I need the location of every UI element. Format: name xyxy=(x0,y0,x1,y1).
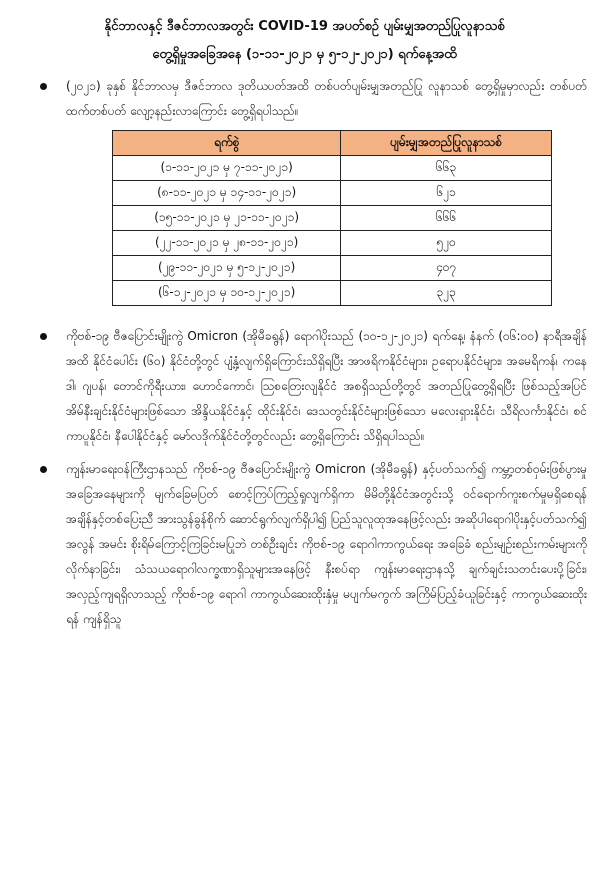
cell-count: ၆၆၆ xyxy=(341,206,552,231)
bullet-paragraph-1 xyxy=(22,74,587,124)
table-header-row xyxy=(113,131,552,156)
table-row xyxy=(113,256,552,281)
table-row xyxy=(113,181,552,206)
document-title-line-2: တွေ့ရှိမှုအခြေအနေ (၁-၁၁-၂၀၂၁ မှ ၅-၁၂-၂၀၂၁) ရက်နေ့အထိ xyxy=(152,47,457,62)
table-row xyxy=(113,281,552,306)
cell-date: (၂၉-၁၁-၂၀၂၁ မှ ၅-၁၂-၂၀၂၁) xyxy=(113,256,341,281)
cell-date: (၈-၁၁-၂၀၂၁ မှ ၁၄-၁၁-၂၀၂၁) xyxy=(113,181,341,206)
cell-date: (၂၂-၁၁-၂၀၂၁ မှ ၂၈-၁၁-၂၀၂၁) xyxy=(113,231,341,256)
bullet-dot-icon xyxy=(40,83,47,90)
cell-date: (၆-၁၂-၂၀၂၁ မှ ၁၀-၁၂-၂၀၂၁) xyxy=(113,281,341,306)
bullet-text-3: ကျန်းမာရေးဝန်ကြီးဌာနသည် ကိုဗစ်-၁၉ ဗီဇပြောင်းမျိုးကွဲ Omicron (အိုမီခရွန်) နှင့်ပတ်သက်၍ ကမ္ဘာ့တစ်ဝှမ်းဖြစ်ပွားမှု အခြေအနေများကို မျက်ခြေမပြတ် စောင့်ကြပ်ကြည့်ရှုလျက်ရှိကာ မိမိတို့နိုင်ငံအတွင်းသို့ ဝင်ရောက်ကူးစက်မှုမရှိစေရန် အချိန်နှင့်တစ်ပြေးညီ အားသွန်ခွန်စိုက် ဆောင်ရွက်လျက်ရှိပါ၍ ပြည်သူလူထုအနေဖြင့်လည်း အဆိုပါရောဂါပိုးနှင့်ပတ်သက်၍ အလွန် အမင်း စိုးရိမ်ကြောင့်ကြခြင်းမပြုဘဲ တစ်ဦးချင်း ကိုဗစ်-၁၉ ရောဂါကာကွယ်ရေး အခြေခံ စည်းမျဉ်းစည်းကမ်းများကို လိုက်နာခြင်း၊ သံသယရောဂါလက္ခဏာရှိသူများအနေဖြင့် နီးစပ်ရာ ကျန်းမာရေးဌာနသို့ ချက်ချင်းသတင်းပေးပို့ခြင်း၊ အလှည့်ကျရရှိလာသည့် ကိုဗစ်-၁၉ ရောဂါ ကာကွယ်ဆေးထိုးနှံမှု မပျက်မကွက် အကြိမ်ပြည့်ခံယူခြင်းနှင့် ကာကွယ်ဆေးထိုးရန် ကျန်ရှိသူ xyxy=(66,462,587,626)
table-row xyxy=(113,231,552,256)
bullet-dot-icon xyxy=(40,333,47,340)
weekly-cases-table xyxy=(112,130,552,306)
document-title-line-1: နိုင်ဘာလနှင့် ဒီဇင်ဘာလအတွင်း COVID-19 အပတ်စဉ် ပျမ်းမျှအတည်ပြုလူနာသစ် xyxy=(104,19,505,34)
bullet-dot-icon xyxy=(40,466,47,473)
bullet-paragraph-2 xyxy=(22,324,587,449)
header-average-cases: ပျမ်းမျှအတည်ပြုလူနာသစ် xyxy=(341,131,552,156)
bullet-text-1: (၂၀၂၁) ခုနှစ် နိုင်ဘာလမှ ဒီဇင်ဘာလ ဒုတိယပတ်အထိ တစ်ပတ်ပျမ်းမျှအတည်ပြု လူနာသစ် တွေ့ရှိမှုမှာလည်း တစ်ပတ်ထက်တစ်ပတ် လျော့နည်းလာကြောင်း တွေ့ရှိရပါသည်။ xyxy=(66,79,587,118)
bullet-paragraph-3 xyxy=(22,457,587,632)
cell-count: ၃၂၃ xyxy=(341,281,552,306)
cell-count: ၆၂၁ xyxy=(341,181,552,206)
cell-count: ၅၂၀ xyxy=(341,231,552,256)
table-row xyxy=(113,206,552,231)
header-date: ရက်စွဲ xyxy=(113,131,341,156)
cell-count: ၄၀၇ xyxy=(341,256,552,281)
cell-count: ၆၆၃ xyxy=(341,156,552,181)
cell-date: (၁-၁၁-၂၀၂၁ မှ ၇-၁၁-၂၀၂၁) xyxy=(113,156,341,181)
cell-date: (၁၅-၁၁-၂၀၂၁ မှ ၂၁-၁၁-၂၀၂၁) xyxy=(113,206,341,231)
table-row xyxy=(113,156,552,181)
bullet-text-2: ကိုဗစ်-၁၉ ဗီဇပြောင်းမျိုးကွဲ Omicron (အိုမီခရွန်) ရောဂါပိုးသည် (၁၀-၁၂-၂၀၂၁) ရက်နေ့၊ နံနက် (၀၆:၀၀) နာရီအချိန်အထိ နိုင်ငံပေါင်း (၆၀) နိုင်ငံတို့တွင် ပျံ့နှံ့လျက်ရှိကြောင်းသိရှိရပြီး အာဖရိကနိုင်ငံများ၊ ဥရောပနိုင်ငံများ၊ အမေရိကန်၊ ကနေဒါ၊ ဂျပန်၊ တောင်ကိုရီးယား၊ ဟောင်ကောင်၊ ဩစတြေးလျနိုင်ငံ အစရှိသည်တို့တွင် အတည်ပြုတွေ့ရှိရပြီး ဖြစ်သည့်အပြင် အိမ်နီးချင်းနိုင်ငံများဖြစ်သော အိန္ဒိယနိုင်ငံနှင့် ထိုင်းနိုင်ငံ၊ ဒေသတွင်းနိုင်ငံများဖြစ်သော မလေးရှားနိုင်ငံ၊ သီရိလင်္ကာနိုင်ငံ၊ စင်ကာပူနိုင်ငံ၊ နီပေါနိုင်ငံနှင့် မော်လဒိုက်နိုင်ငံတို့တွင်လည်း တွေ့ရှိကြောင်း သိရှိရပါသည်။ xyxy=(66,329,587,443)
